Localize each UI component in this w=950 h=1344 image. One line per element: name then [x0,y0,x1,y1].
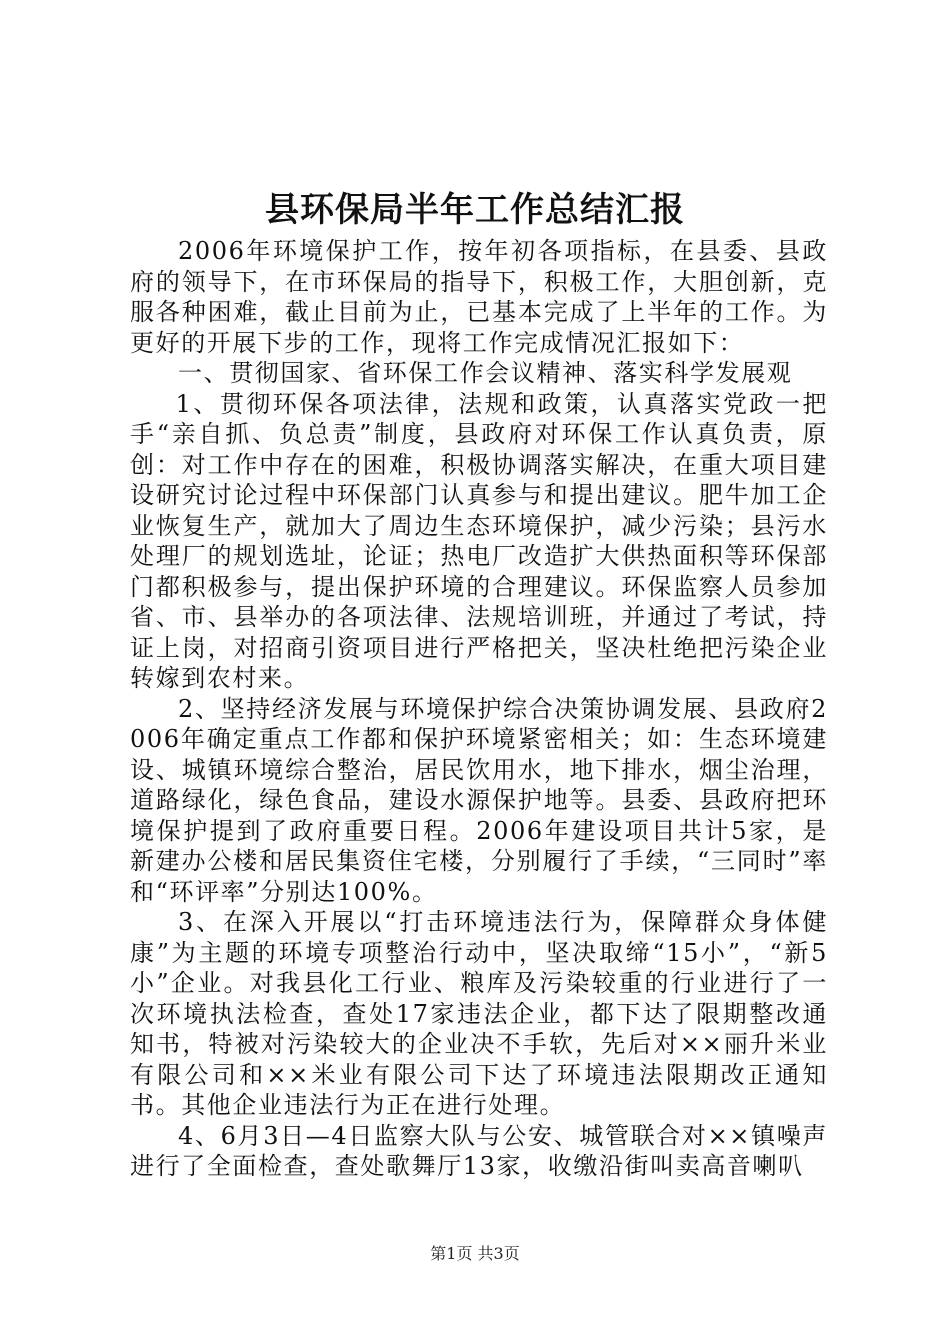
paragraph-item-2: 2、坚持经济发展与环境保护综合决策协调发展、县政府2006年确定重点工作都和保护环境紧密相关；如：生态环境建设、城镇环境综合整治，居民饮用水，地下排水，烟尘治理，道路绿化，绿色食品，建设水源保护地等。县委、县政府把环境保护提到了政府重要日程。2006年建设项目共计5家，是新建办公楼和居民集资住宅楼，分别履行了手续，“三同时”率和“环评率”分别达100%。 [130,694,828,906]
paragraph-item-4: 4、6月3日—4日监察大队与公安、城管联合对××镇噪声进行了全面检查，查处歌舞厅13家，收缴沿街叫卖高音喇叭 [130,1121,828,1180]
paragraph-item-1: 1、贯彻环保各项法律，法规和政策，认真落实党政一把手“亲自抓、负总责”制度，县政府对环保工作认真负责，原创：对工作中存在的困难，积极协调落实解决，在重大项目建设研究讨论过程中环保部门认真参与和提出建议。肥牛加工企业恢复生产，就加大了周边生态环境保护，减少污染；县污水处理厂的规划选址，论证；热电厂改造扩大供热面积等环保部门都积极参与，提出保护环境的合理建议。环保监察人员参加省、市、县举办的各项法律、法规培训班，并通过了考试，持证上岗，对招商引资项目进行严格把关，坚决杜绝把污染企业转嫁到农村来。 [130,389,828,692]
document-title: 县环保局半年工作总结汇报 [265,190,685,230]
section-heading-1: 一、贯彻国家、省环保工作会议精神、落实科学发展观 [178,359,793,387]
paragraph-item-3: 3、在深入开展以“打击环境违法行为，保障群众身体健康”为主题的环境专项整治行动中，坚决取缔“15小”，“新5小”企业。对我县化工行业、粮库及污染较重的行业进行了一次环境执法检查，查处17家违法企业，都下达了限期整改通知书，特被对污染较大的企业决不手软，先后对××丽升米业有限公司和××米业有限公司下达了环境违法限期改正通知书。其他企业违法行为正在进行处理。 [130,908,828,1119]
paragraph-intro: 2006年环境保护工作，按年初各项指标，在县委、县政府的领导下，在市环保局的指导下，积极工作，大胆创新，克服各种困难，截止目前为止，已基本完成了上半年的工作。为更好的开展下步的工作，现将工作完成情况汇报如下： [130,237,828,357]
document-body [130,236,828,1182]
page-footer: 第1页 共3页 [430,1244,520,1263]
